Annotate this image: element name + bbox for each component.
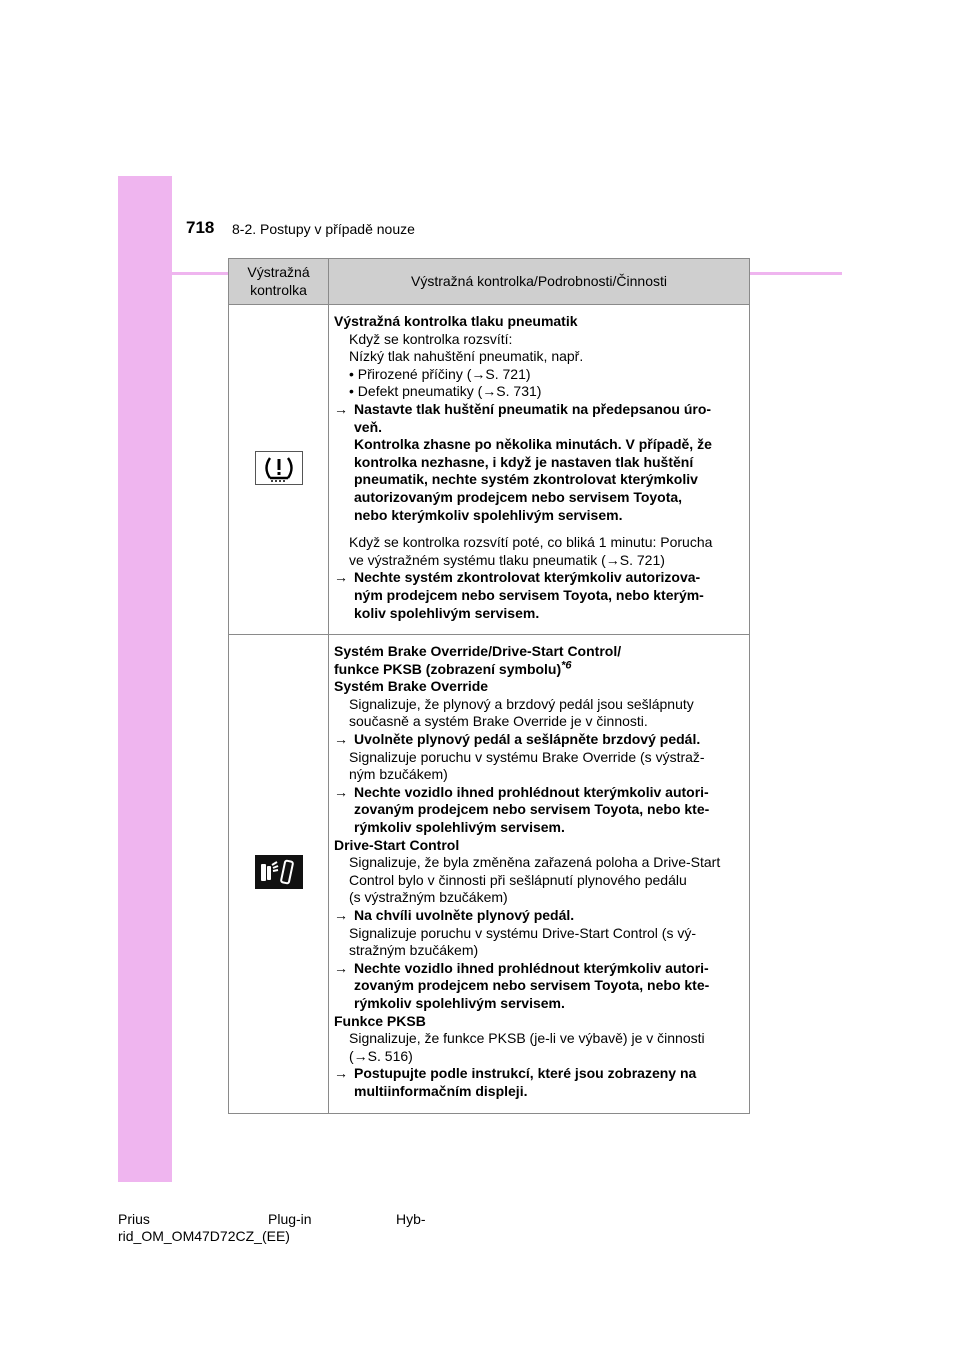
text-line: Nízký tlak nahuštění pneumatik, např. [349, 348, 584, 365]
header-text: kontrolka [250, 281, 307, 298]
arrow-icon: → [334, 783, 348, 800]
action-line [334, 1065, 743, 1083]
action-continuation: ným prodejcem nebo servisem Toyota, nebo kterým- [354, 586, 704, 603]
subsection-title: Systém Brake Override [334, 678, 489, 695]
page-number: 718 [186, 218, 215, 237]
text-line: Control bylo v činnosti při sešlápnutí plynového pedálu [349, 871, 687, 888]
action-continuation: nebo kterýmkoliv spolehlivým servisem. [354, 506, 623, 523]
text-line: ným bzučákem) [349, 766, 448, 783]
arrow-icon: → [334, 731, 348, 748]
arrow-icon: → [471, 365, 486, 382]
text-line [334, 552, 743, 570]
action-continuation: autorizovaným prodejcem nebo servisem Toyota, [354, 488, 683, 505]
action-line [334, 784, 743, 802]
action-text: Nastavte tlak huštění pneumatik na předepsanou úro- [354, 400, 712, 417]
text-line: ve výstražném systému tlaku pneumatik ( [349, 551, 606, 568]
subsection-title: Drive-Start Control [334, 836, 460, 853]
action-line [334, 907, 743, 925]
footer [118, 1211, 426, 1245]
description-cell [329, 305, 750, 635]
arrow-icon: → [482, 383, 497, 400]
bullet-line [334, 366, 743, 384]
text-line: Signalizuje, že byla změněna zařazená poloha a Drive-Start [349, 854, 721, 871]
action-line [334, 731, 743, 749]
text-line [334, 1048, 743, 1066]
section-title: 8-2. Postupy v případě nouze [232, 221, 415, 237]
action-continuation: rýmkoliv spolehlivým servisem. [354, 994, 565, 1011]
text-line: • Přirozené příčiny ( [349, 365, 472, 382]
item-title: Výstražná kontrolka tlaku pneumatik [334, 313, 578, 329]
item-title-text: funkce PKSB (zobrazení symbolu) [334, 660, 562, 677]
warning-lights-table [228, 258, 750, 1114]
action-continuation: koliv spolehlivým servisem. [354, 604, 540, 621]
action-continuation: rýmkoliv spolehlivým servisem. [354, 819, 565, 836]
column-header-light [229, 259, 329, 305]
text-line: Když se kontrolka rozsvítí poté, co bliká 1 minutu: Porucha [349, 534, 713, 551]
action-text: Postupujte podle instrukcí, které jsou zobrazeny na [354, 1065, 697, 1082]
text-line: • Defekt pneumatiky ( [349, 383, 483, 400]
bullet-line [334, 383, 743, 401]
table-row [229, 635, 750, 1113]
icon-cell [229, 635, 329, 1113]
footer-line [118, 1211, 426, 1228]
text-line: ( [349, 1047, 354, 1064]
page-reference-link[interactable]: S. 516) [367, 1047, 413, 1064]
description-cell [329, 635, 750, 1113]
text-line: Signalizuje poruchu v systému Brake Override (s výstraž- [349, 748, 705, 765]
action-line [334, 960, 743, 978]
text-line: Signalizuje, že plynový a brzdový pedál jsou sešlápnuty [349, 695, 694, 712]
text-line: (s výstražným bzučákem) [349, 889, 508, 906]
footer-text: Prius [118, 1211, 150, 1227]
tire-pressure-warning-icon [255, 451, 303, 485]
page-reference-link[interactable]: S. 731) [496, 383, 542, 400]
action-text: Nechte systém zkontrolovat kterýmkoliv autorizova- [354, 569, 701, 586]
text-line: Signalizuje, že funkce PKSB (je-li ve výbavě) je v činnosti [349, 1030, 705, 1047]
arrow-icon: → [334, 569, 348, 586]
column-header-details: Výstražná kontrolka/Podrobnosti/Činnosti [329, 259, 750, 305]
text-line: Když se kontrolka rozsvítí: [349, 330, 513, 347]
table-header-row [229, 259, 750, 305]
action-line [334, 569, 743, 587]
action-text: Nechte vozidlo ihned prohlédnout kterýmkoliv autori- [354, 959, 709, 976]
text-line: současně a systém Brake Override je v činnosti. [349, 713, 648, 730]
action-line [334, 401, 743, 419]
arrow-icon: → [605, 551, 620, 568]
arrow-icon: → [353, 1047, 368, 1064]
footer-text: Plug-in [268, 1211, 312, 1227]
footer-text: rid_OM_OM47D72CZ_(EE) [118, 1228, 290, 1244]
action-continuation: zovaným prodejcem nebo servisem Toyota, nebo kte- [354, 977, 710, 994]
text-line: stražným bzučákem) [349, 942, 479, 959]
action-continuation: multiinformačním displeji. [354, 1082, 528, 1099]
action-continuation: veň. [354, 418, 383, 435]
page-reference-link[interactable]: S. 721) [619, 551, 665, 568]
action-continuation: kontrolka nezhasne, i když je nastaven tlak huštění [354, 453, 694, 470]
subsection-title: Funkce PKSB [334, 1012, 426, 1029]
header-text: Výstražná [247, 263, 310, 280]
table-row [229, 305, 750, 635]
action-text: Uvolněte plynový pedál a sešlápněte brzdový pedál. [354, 731, 701, 748]
text-line: Signalizuje poruchu v systému Drive-Start Control (s vý- [349, 924, 697, 941]
item-title: Systém Brake Override/Drive-Start Control/ [334, 643, 622, 660]
item-title [334, 661, 743, 679]
arrow-icon: → [334, 959, 348, 976]
page-reference-link[interactable]: S. 721) [485, 365, 531, 382]
icon-cell [229, 305, 329, 635]
arrow-icon: → [334, 1065, 348, 1082]
action-continuation: pneumatik, nechte systém zkontrolovat kterýmkoliv [354, 471, 698, 488]
side-color-band [118, 176, 172, 1182]
footer-text: Hyb- [396, 1211, 426, 1227]
arrow-icon: → [334, 400, 348, 417]
brake-override-icon [255, 855, 303, 889]
action-continuation: zovaným prodejcem nebo servisem Toyota, nebo kte- [354, 801, 710, 818]
action-continuation: Kontrolka zhasne po několika minutách. V případě, že [354, 436, 712, 453]
arrow-icon: → [334, 907, 348, 923]
footnote-marker: *6 [561, 659, 572, 672]
action-text: Nechte vozidlo ihned prohlédnout kterýmkoliv autori- [354, 783, 709, 800]
action-text: Na chvíli uvolněte plynový pedál. [354, 907, 575, 923]
